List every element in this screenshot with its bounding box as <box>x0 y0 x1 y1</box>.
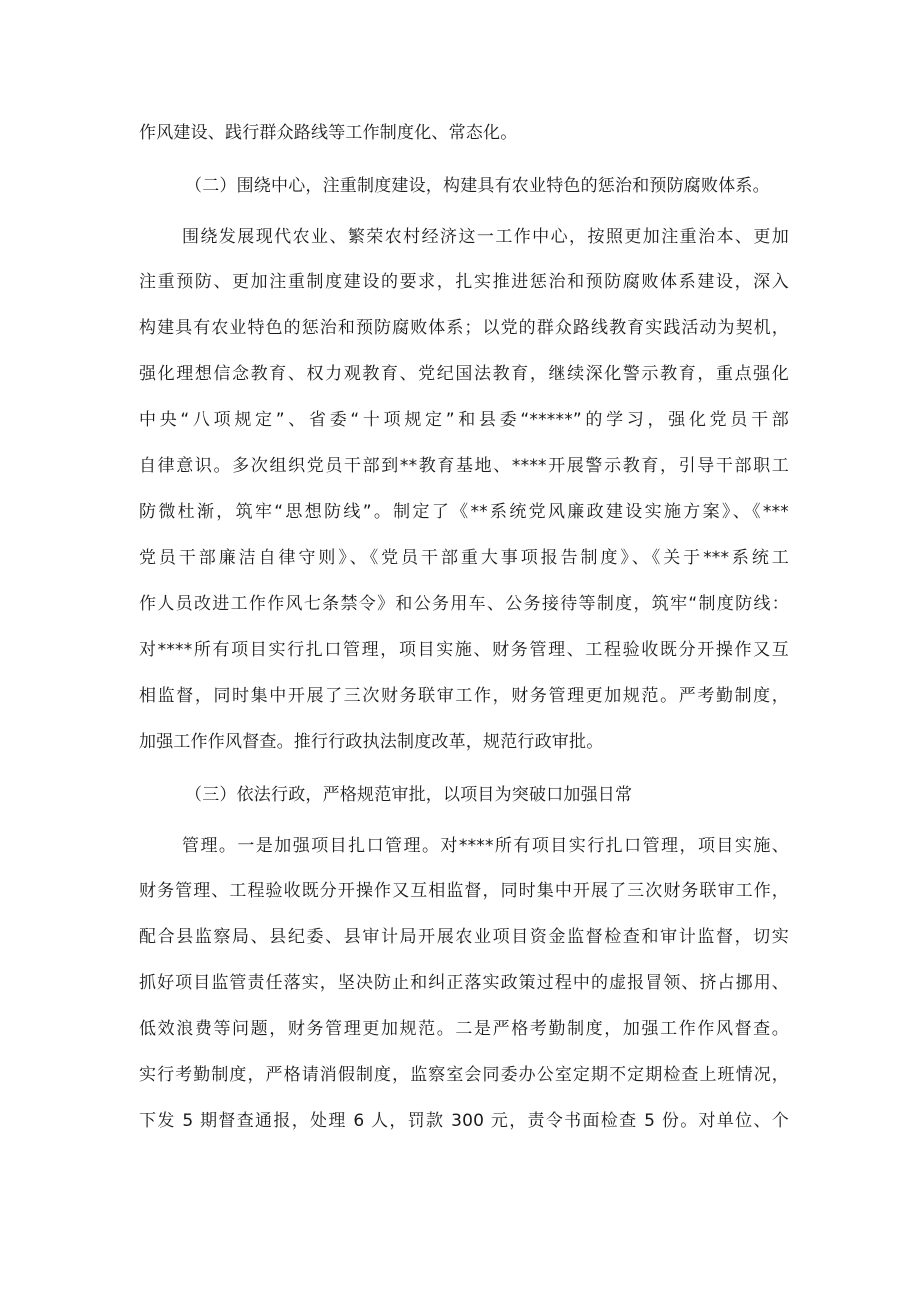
body-line: 加强工作作风督查。推行行政执法制度改革，规范行政审批。 <box>139 732 604 752</box>
section-heading-2: （二）围绕中心，注重制度建设，构建具有农业特色的惩治和预防腐败体系。 <box>185 176 770 196</box>
body-line: 自律意识。多次组织党员干部到**教育基地、****开展警示教育，引导干部职工 <box>139 456 789 476</box>
body-line: 对****所有项目实行扎口管理，项目实施、财务管理、工程验收既分开操作又互 <box>139 640 789 660</box>
body-line: 低效浪费等问题，财务管理更加规范。二是严格考勤制度，加强工作作风督查。 <box>139 1019 789 1039</box>
body-line: 作人员改进工作作风七条禁令》和公务用车、公务接待等制度，筑牢“制度防线： <box>139 594 789 614</box>
body-line: 抓好项目监管责任落实，坚决防止和纠正落实政策过程中的虚报冒领、挤占挪用、 <box>139 973 789 993</box>
body-line: 注重预防、更加注重制度建设的要求，扎实推进惩治和预防腐败体系建设，深入 <box>139 272 789 292</box>
body-line: 围绕发展现代农业、繁荣农村经济这一工作中心，按照更加注重治本、更加 <box>182 227 789 247</box>
section-heading-3: （三）依法行政，严格规范审批，以项目为突破口加强日常 <box>185 785 633 805</box>
body-line: 防微杜渐，筑牢“思想防线”。制定了《**系统党风廉政建设实施方案》、《*** <box>139 502 789 522</box>
body-line: 强化理想信念教育、权力观教育、党纪国法教育，继续深化警示教育，重点强化 <box>139 364 789 384</box>
body-line: 构建具有农业特色的惩治和预防腐败体系；以党的群众路线教育实践活动为契机， <box>139 318 789 338</box>
body-line: 下发 5 期督查通报，处理 6 人，罚款 300 元，责令书面检查 5 份。对单位、个 <box>139 1111 789 1131</box>
body-line: 管理。一是加强项目扎口管理。对****所有项目实行扎口管理，项目实施、 <box>182 836 789 856</box>
body-line: 实行考勤制度，严格请消假制度，监察室会同委办公室定期不定期检查上班情况， <box>139 1065 789 1085</box>
body-line: 中央“八项规定”、省委“十项规定”和县委“*****”的学习，强化党员干部 <box>139 410 789 430</box>
body-line: 配合县监察局、县纪委、县审计局开展农业项目资金监督检查和审计监督，切实 <box>139 927 789 947</box>
body-line: 作风建设、践行群众路线等工作制度化、常态化。 <box>139 123 518 143</box>
body-line: 党员干部廉洁自律守则》、《党员干部重大事项报告制度》、《关于***系统工 <box>139 548 789 568</box>
body-line: 相监督，同时集中开展了三次财务联审工作，财务管理更加规范。严考勤制度， <box>139 686 789 706</box>
body-line: 财务管理、工程验收既分开操作又互相监督，同时集中开展了三次财务联审工作， <box>139 881 789 901</box>
